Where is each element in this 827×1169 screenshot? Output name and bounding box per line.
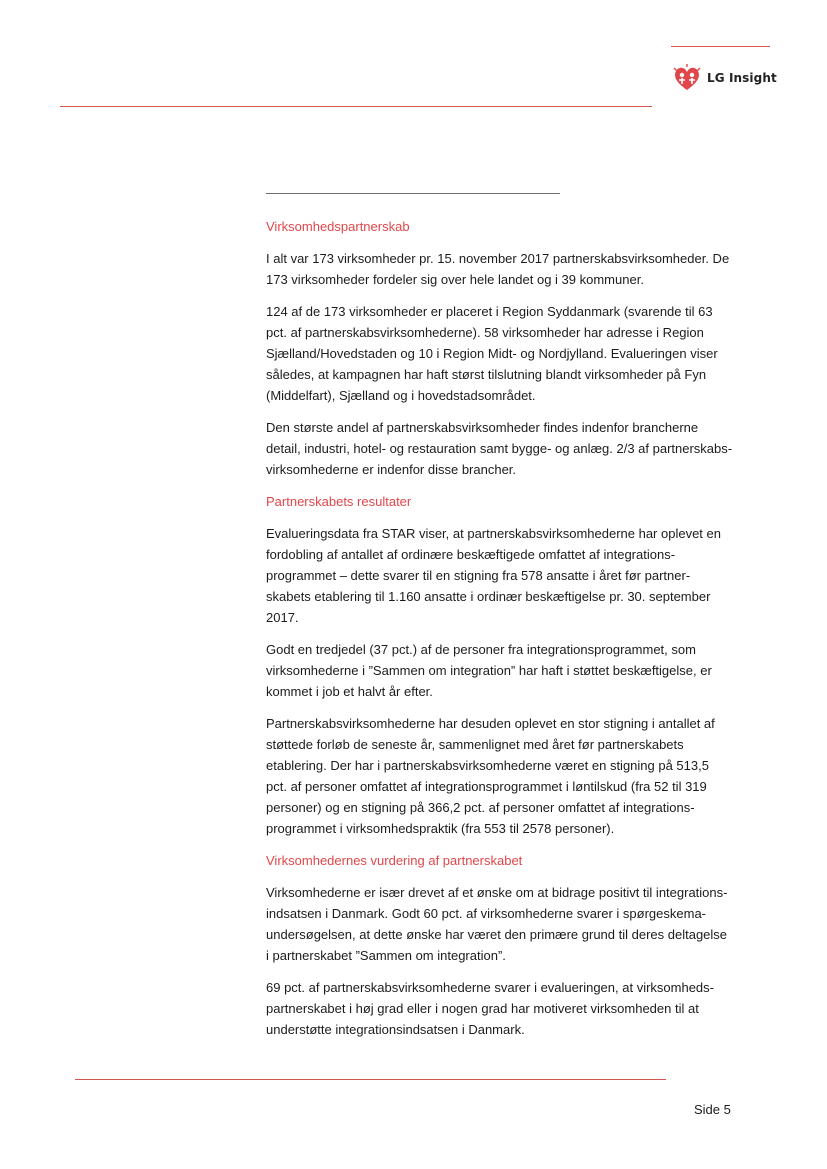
paragraph-line: programmet – dette svarer til en stigning fra 578 ansatte i året før partner- (266, 568, 691, 583)
paragraph-line: understøtte integrationsindsatsen i Danmark. (266, 1022, 525, 1037)
paragraph-line: virksomhederne er indenfor disse brancher. (266, 462, 517, 477)
header-accent-rule (671, 46, 770, 47)
content-top-rule (266, 193, 560, 194)
paragraph-line: Virksomhederne er især drevet af et ønske om at bidrage positivt til integrations- (266, 885, 728, 900)
section-heading: Virksomhedspartnerskab (266, 219, 410, 234)
paragraph-line: Den største andel af partnerskabsvirksomheder findes indenfor brancherne (266, 420, 699, 435)
paragraph (266, 301, 730, 406)
header-divider (60, 106, 652, 107)
paragraph-line: Partnerskabsvirksomhederne har desuden oplevet en stor stigning i antallet af (266, 716, 715, 731)
paragraph-line: 173 virksomheder fordeler sig over hele landet og i 39 kommuner. (266, 272, 644, 287)
paragraph-line: (Middelfart), Sjælland og i hovedstadsområdet. (266, 388, 536, 403)
paragraph (266, 248, 730, 290)
paragraph-line: virksomhederne i ”Sammen om integration” har haft i støttet beskæftigelse, er (266, 663, 712, 678)
paragraph-line: indsatsen i Danmark. Godt 60 pct. af virksomhederne svarer i spørgeskema- (266, 906, 707, 921)
paragraph-line: Sjælland/Hovedstaden og 10 i Region Midt- og Nordjylland. Evalueringen viser (266, 346, 718, 361)
paragraph-line: 2017. (266, 610, 299, 625)
paragraph-line: I alt var 173 virksomheder pr. 15. november 2017 partnerskabsvirksomheder. De (266, 251, 730, 266)
footer-divider (75, 1079, 666, 1080)
brand-name: LG Insight (707, 71, 777, 85)
paragraph-line: kommet i job et halvt år efter. (266, 684, 433, 699)
section-heading: Partnerskabets resultater (266, 494, 412, 509)
section-heading: Virksomhedernes vurdering af partnerskabet (266, 853, 523, 868)
paragraph-line: støttede forløb de seneste år, sammenlignet med året før partnerskabets (266, 737, 684, 752)
paragraph-line: 69 pct. af partnerskabsvirksomhederne svarer i evalueringen, at virksomheds- (266, 980, 714, 995)
paragraph-line: Evalueringsdata fra STAR viser, at partnerskabsvirksomhederne har oplevet en (266, 526, 721, 541)
paragraph-line: pct. af personer omfattet af integrationsprogrammet i løntilskud (fra 52 til 319 (266, 779, 707, 794)
paragraph-line: skabets etablering til 1.160 ansatte i ordinær beskæftigelse pr. 30. september (266, 589, 711, 604)
paragraph-line: detail, industri, hotel- og restauration samt bygge- og anlæg. 2/3 af partnerskabs- (266, 441, 733, 456)
paragraph (266, 977, 730, 1040)
paragraph-line: 124 af de 173 virksomheder er placeret i Region Syddanmark (svarende til 63 (266, 304, 713, 319)
paragraph-line: programmet i virksomhedspraktik (fra 553 til 2578 personer). (266, 821, 615, 836)
paragraph (266, 523, 730, 628)
paragraph-line: Godt en tredjedel (37 pct.) af de personer fra integrationsprogrammet, som (266, 642, 696, 657)
page-number: Side 5 (694, 1102, 731, 1117)
paragraph-line: pct. af partnerskabsvirksomhederne). 58 virksomheder har adresse i Region (266, 325, 704, 340)
document-body (266, 216, 733, 1051)
paragraph (266, 882, 730, 966)
paragraph-line: partnerskabet i høj grad eller i nogen grad har motiveret virksomheden til at (266, 1001, 699, 1016)
brand-logo (671, 63, 777, 93)
paragraph-line: i partnerskabet ”Sammen om integration”. (266, 948, 506, 963)
paragraph-line: undersøgelsen, at dette ønske har været den primære grund til deres deltagelse (266, 927, 728, 942)
paragraph-line: personer) og en stigning på 366,2 pct. af personer omfattet af integrations- (266, 800, 695, 815)
paragraph (266, 417, 733, 480)
paragraph-line: etablering. Der har i partnerskabsvirksomhederne været en stigning på 513,5 (266, 758, 709, 773)
paragraph-line: fordobling af antallet af ordinære beskæftigede omfattet af integrations- (266, 547, 676, 562)
paragraph-line: således, at kampagnen har haft størst tilslutning blandt virksomheder på Fyn (266, 367, 707, 382)
paragraph (266, 713, 730, 839)
lg-insight-logo-icon (671, 63, 703, 93)
paragraph (266, 639, 730, 702)
